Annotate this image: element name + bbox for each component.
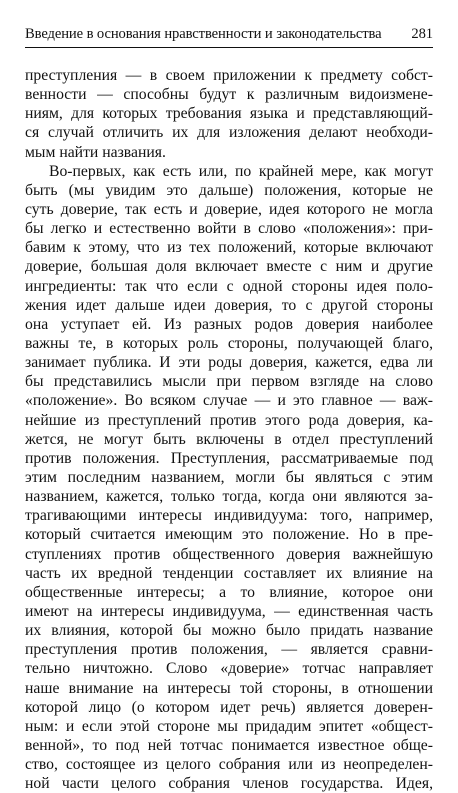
running-head-title: Введение в основания нравственности и законодательства <box>25 26 382 42</box>
text-line: занимает публика. И эти роды доверия, кажется, едва ли <box>25 354 433 372</box>
text-line: суть доверие, так есть и доверие, идея которого не могла <box>25 200 433 218</box>
text-line: нейшие из преступлений против этого рода доверия, ка- <box>25 411 433 429</box>
text-line: жется, не могут быть включены в отдел преступлений <box>25 430 433 448</box>
text-line: жения идет дальше идеи доверия, то с другой стороны <box>25 296 433 314</box>
text-line: бы представились мысли при первом взгляде на слово <box>25 373 433 391</box>
header-rule <box>25 47 433 48</box>
text-line: ингредиенты: так что если с одной стороны идея поло- <box>25 277 433 295</box>
text-line: общественные интересы; а то влияние, которое они <box>25 583 433 601</box>
text-line: быть (мы увидим это дальше) положения, которые не <box>25 181 433 199</box>
paragraph <box>25 162 433 793</box>
text-line: который считается имеющим это положение. Но в пре- <box>25 526 433 544</box>
paragraph <box>25 66 433 162</box>
page-number: 281 <box>411 26 433 42</box>
text-line: преступления — в своем приложении к предмету собст- <box>25 67 433 84</box>
text-line: венности — способны будут к различным видоизмене- <box>25 86 433 104</box>
running-head <box>25 20 433 42</box>
text-line: мым найти названия. <box>25 143 166 161</box>
text-line: Во-первых, как есть или, по крайней мере, как могут <box>49 162 433 180</box>
text-line: названием, кажется, только тогда, когда они являются за- <box>25 488 433 506</box>
text-line: которой лицо (о котором идет речь) является доверен- <box>25 698 433 716</box>
body-text <box>25 66 433 793</box>
text-line: имеют на интересы индивидуума, — единственная часть <box>25 602 433 620</box>
text-line: бавим к этому, что из тех положений, которые включают <box>25 239 433 257</box>
text-line: трагивающими интересы индивидуума: того, например, <box>25 507 433 525</box>
text-line: их влияния, которой бы можно было придать название <box>25 622 433 640</box>
text-line: она уступает ей. Из разных родов доверия наиболее <box>25 315 433 333</box>
text-line: бы легко и естественно войти в слово «положения»: при- <box>25 220 433 238</box>
text-line: часть их вредной тенденции составляет их влияние на <box>25 564 433 582</box>
text-line: венной», то под ней тотчас понимается известное обще- <box>25 736 433 754</box>
text-line: наше внимание на интересы той стороны, в отношении <box>25 679 433 697</box>
text-line: доверие, большая доля включает вместе с ним и другие <box>25 258 433 276</box>
text-line: ниям, для которых требования языка и представляющий- <box>25 105 433 123</box>
text-line: преступления против положения, — является сравни- <box>25 641 433 659</box>
text-line: тельно ничтожно. Слово «доверие» тотчас направляет <box>25 660 433 678</box>
text-line: ступлениях против общественного доверия важнейшую <box>25 545 433 563</box>
text-line: ся случай отличить их для изложения делают необходи- <box>25 124 433 142</box>
text-line: против положения. Преступления, рассматриваемые под <box>25 449 433 467</box>
text-line: ство, состоящее из целого собрания или из неопределен- <box>25 756 433 774</box>
text-line: ным: и если этой стороне мы придадим эпитет «общест- <box>25 717 433 735</box>
text-line: важны те, в которых роль стороны, получающей благо, <box>25 334 433 352</box>
text-line: «положение». Во всяком случае — и это главное — важ- <box>25 392 433 410</box>
text-line: этим последним названием, могли бы являться с этим <box>25 468 433 486</box>
text-line: ной части целого собрания членов государства. Идея, <box>25 775 433 793</box>
